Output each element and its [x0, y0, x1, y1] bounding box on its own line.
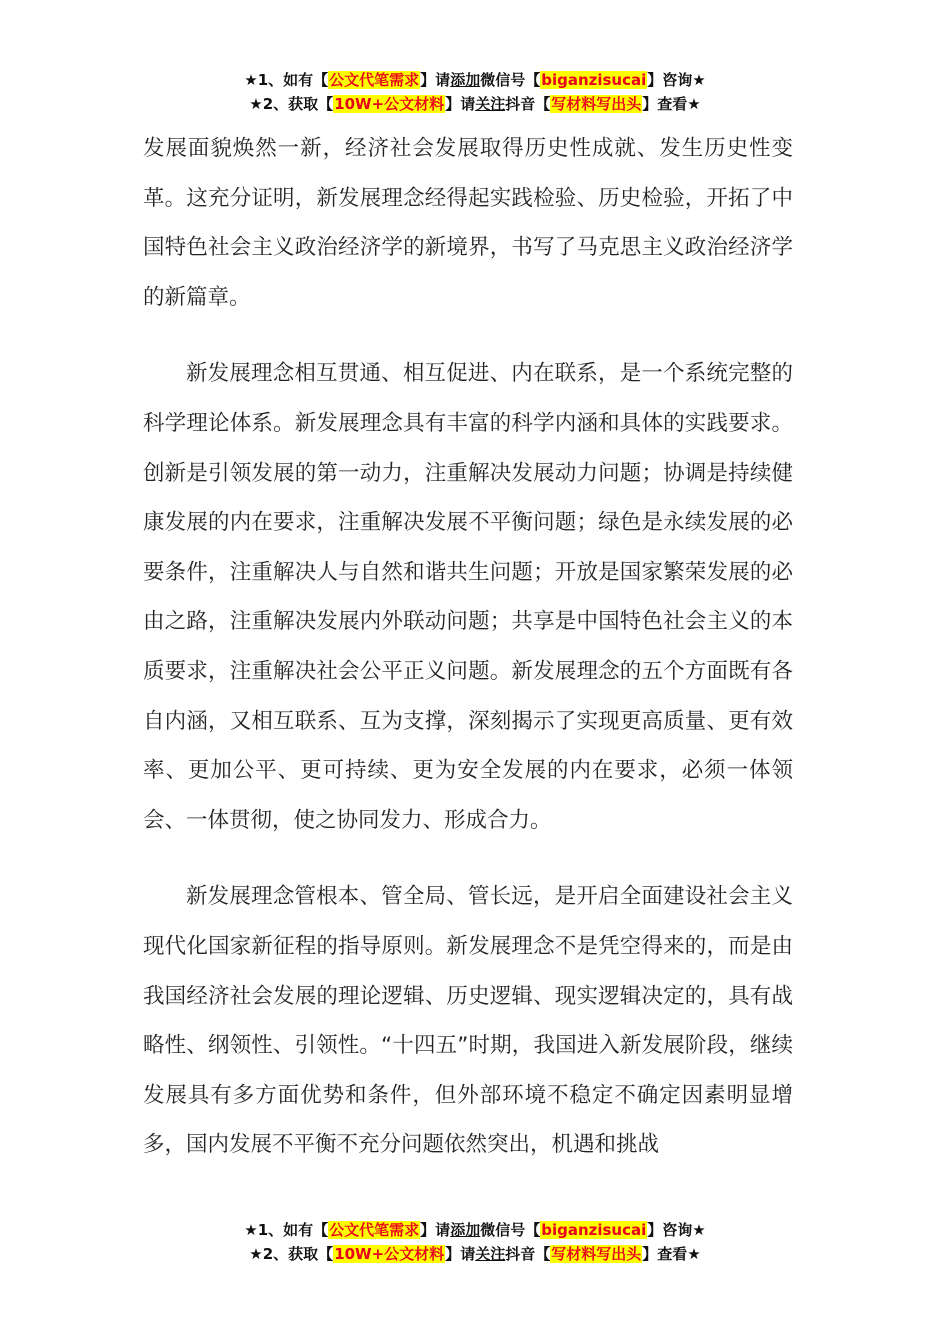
banner-line-1: ★1、如有【公文代笔需求】请添加微信号【biganzisucai】咨询★	[244, 1221, 706, 1239]
banner-line-2: ★2、获取【10W+公文材料】请关注抖音【写材料写出头】查看★	[249, 1245, 701, 1263]
highlight-wechat-id: biganzisucai	[541, 1221, 647, 1239]
banner-line-1: ★1、如有【公文代笔需求】请添加微信号【biganzisucai】咨询★	[244, 71, 706, 89]
highlight-service: 公文代笔需求	[329, 1221, 420, 1239]
paragraph: 新发展理念相互贯通、相互促进、内在联系，是一个系统完整的科学理论体系。新发展理念具有丰富的科学内涵和具体的实践要求。创新是引领发展的第一动力，注重解决发展动力问题；协调是持续健康发展的内在要求，注重解决发展不平衡问题；绿色是永续发展的必要条件，注重解决人与自然和谐共生问题；开放是国家繁荣发展的必由之路，注重解决发展内外联动问题；共享是中国特色社会主义的本质要求，注重解决社会公平正义问题。新发展理念的五个方面既有各自内涵，又相互联系、互为支撑，深刻揭示了实现更高质量、更有效率、更加公平、更可持续、更为安全发展的内在要求，必须一体领会、一体贯彻，使之协同发力、形成合力。	[143, 361, 793, 833]
header-banner	[0, 68, 950, 116]
highlight-douyin-account: 写材料写出头	[551, 1245, 642, 1263]
highlight-materials: 10W+公文材料	[334, 95, 445, 113]
highlight-service: 公文代笔需求	[329, 71, 420, 89]
banner-line-2: ★2、获取【10W+公文材料】请关注抖音【写材料写出头】查看★	[249, 95, 701, 113]
document-body	[143, 124, 793, 1170]
footer-banner	[0, 1218, 950, 1266]
highlight-wechat-id: biganzisucai	[541, 71, 647, 89]
highlight-materials: 10W+公文材料	[334, 1245, 445, 1263]
paragraph: 新发展理念管根本、管全局、管长远，是开启全面建设社会主义现代化国家新征程的指导原则。新发展理念不是凭空得来的，而是由我国经济社会发展的理论逻辑、历史逻辑、现实逻辑决定的，具有战略性、纲领性、引领性。“十四五”时期，我国进入新发展阶段，继续发展具有多方面优势和条件，但外部环境不稳定不确定因素明显增多，国内发展不平衡不充分问题依然突出，机遇和挑战	[143, 884, 793, 1158]
paragraph-continued: 发展面貌焕然一新，经济社会发展取得历史性成就、发生历史性变革。这充分证明，新发展理念经得起实践检验、历史检验，开拓了中国特色社会主义政治经济学的新境界，书写了马克思主义政治经济学的新篇章。	[143, 136, 793, 310]
highlight-douyin-account: 写材料写出头	[551, 95, 642, 113]
